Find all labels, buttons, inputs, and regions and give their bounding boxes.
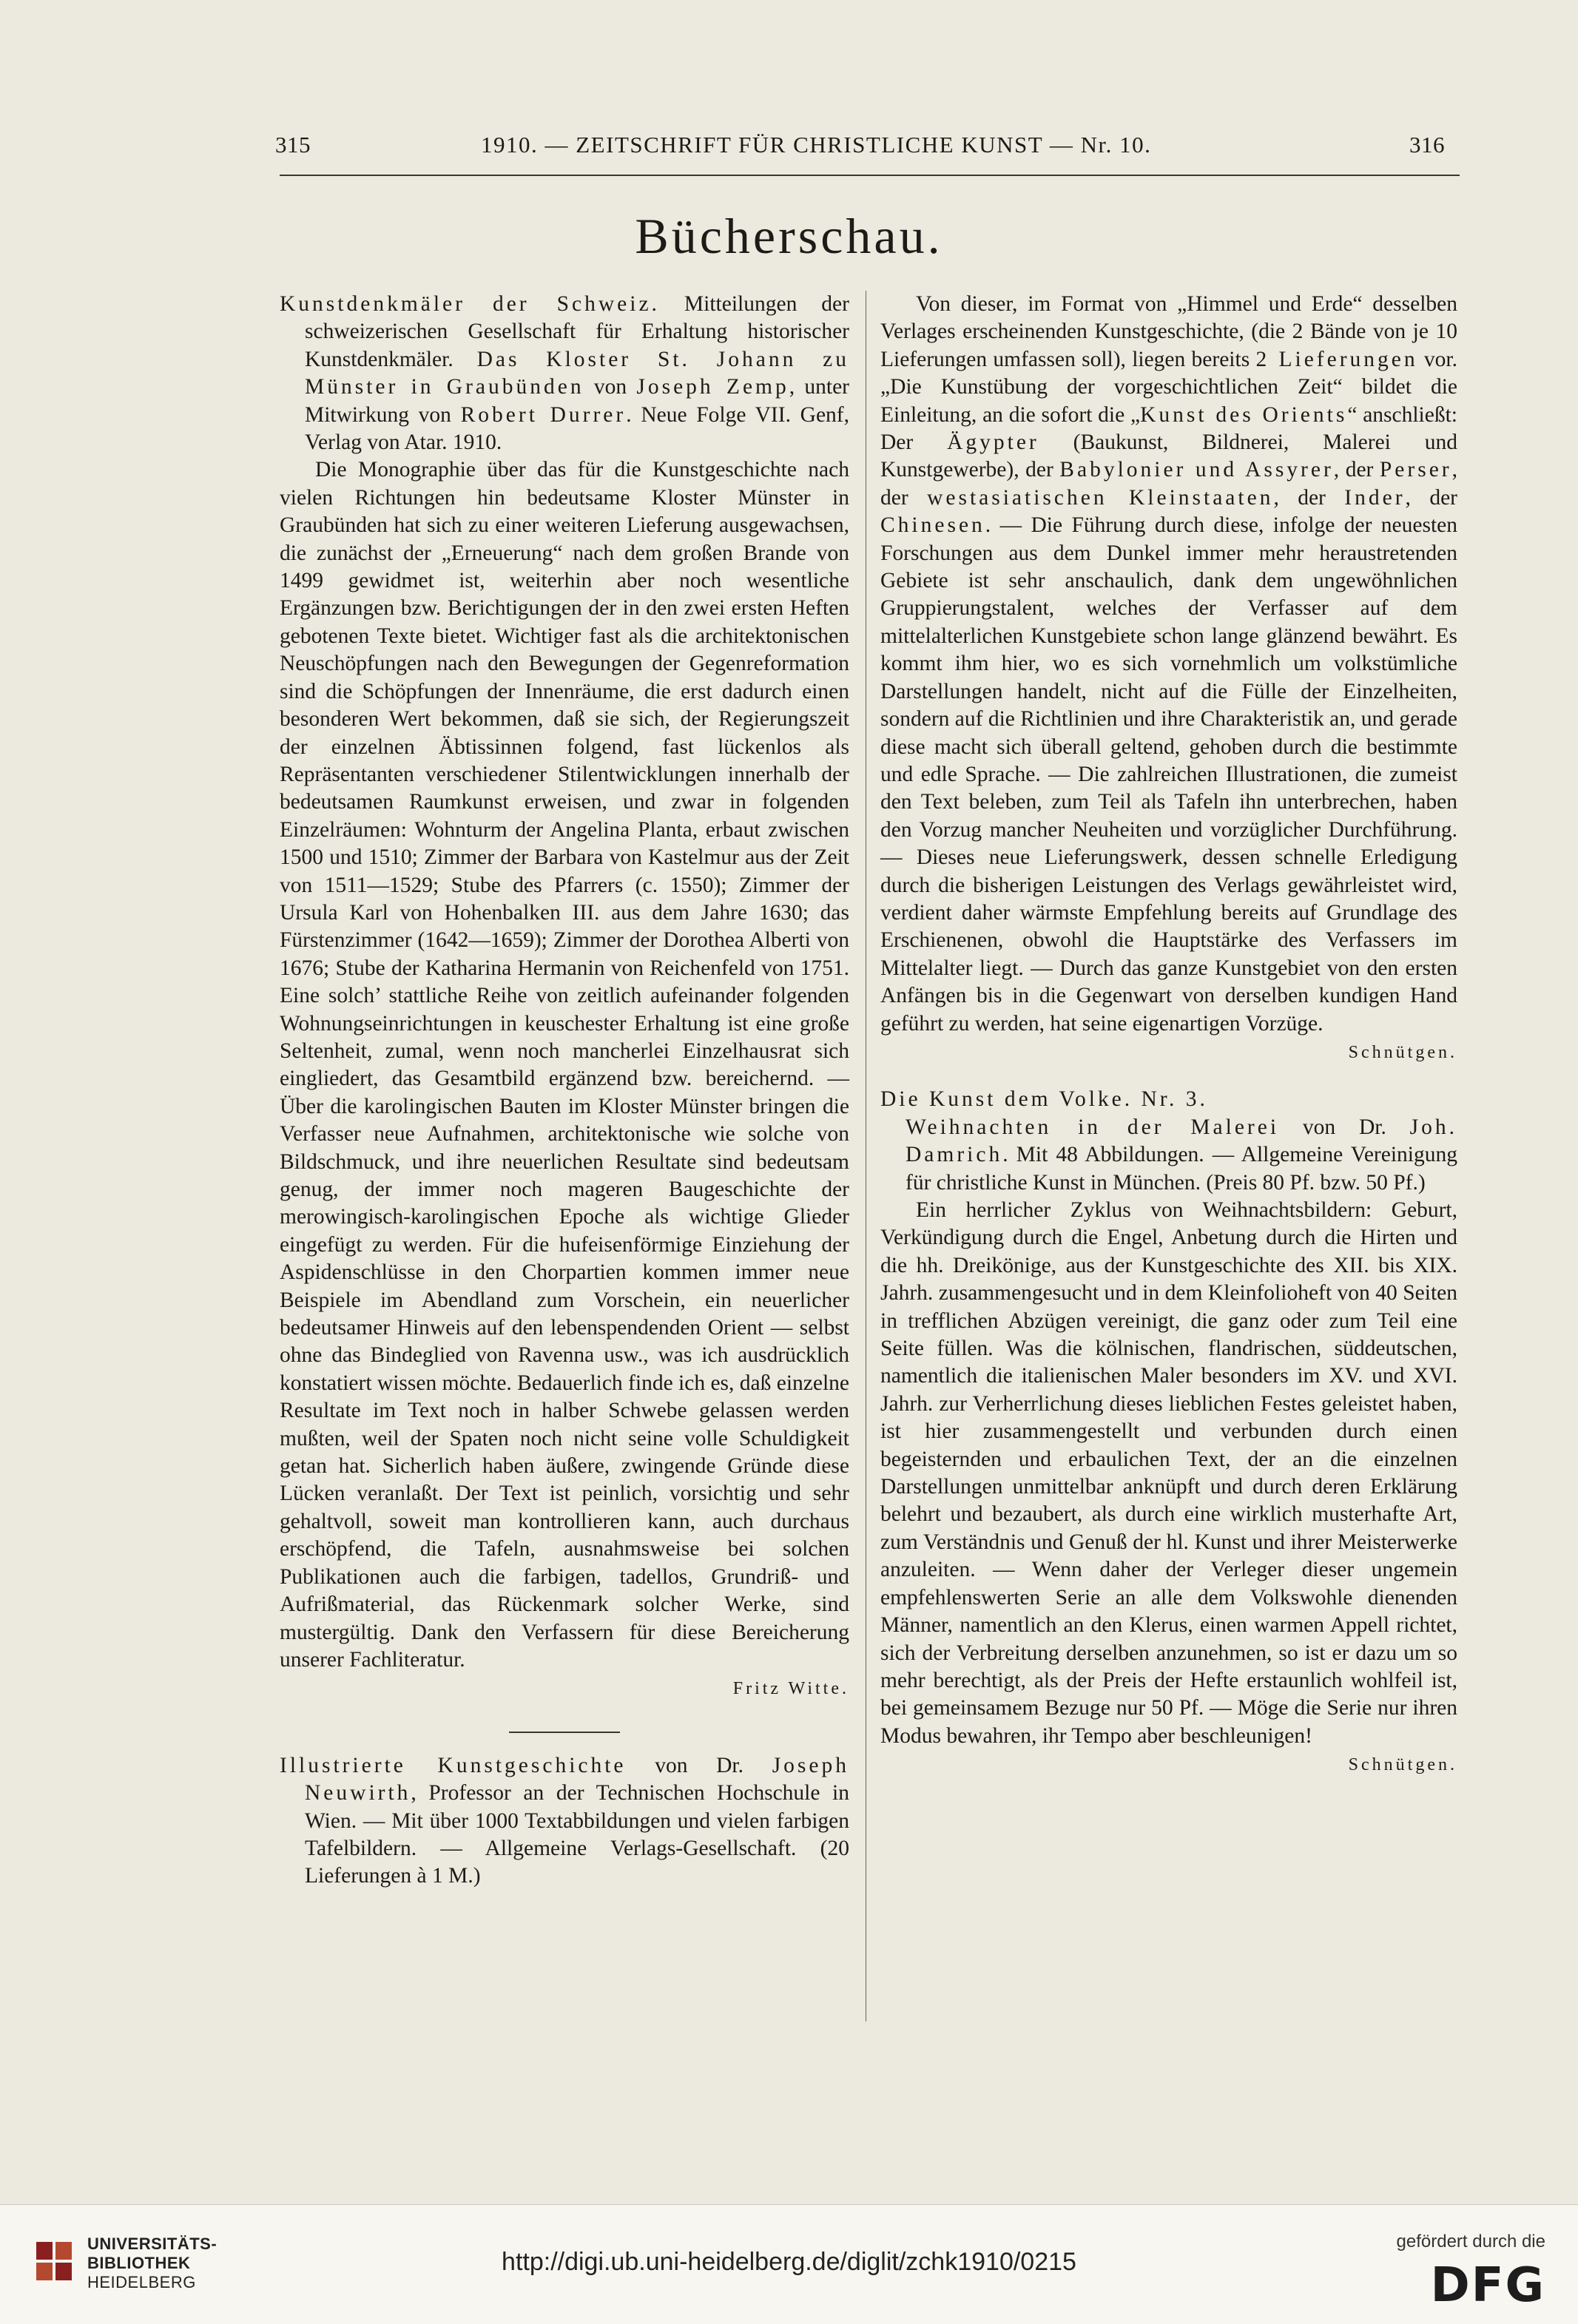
section-divider [509,1732,620,1733]
heading-text: Mitteilungen der schweizerischen Gesellschaft für Erhaltung historischer Kunstdenkmäler. [305,292,849,371]
heading-text: , unter Mitwirkung von [305,375,849,427]
body-text: . — Die Führung durch diese, infolge der neuesten Forschungen aus dem Dunkel immer mehr heraustretenden Gebiete ist sehr anschaulich, dank dem ungewöhnlichen Gruppierungstalent, welches der Verfasser auf dem mittelalterlichen Kunstgebiete schon lange glänzend bewährt. Es kommt ihm hier, wo es sich vornehmlich um volkstümliche Darstellungen handelt, nicht auf die Fülle der Einzelheiten, sondern auf die Richtlinien und ihre Charakteristik an, und gerade diese macht sich überall geltend, gehoben durch die bestimmte und edle Sprache. — Die zahlreichen Illustrationen, die zumeist den Text beleben, zum Teil als Tafeln ihn unterbrechen, haben den Vorzug mancher Neuheiten und vorzüglicher Durchführung. — Dieses neue Lieferungswerk, dessen schnelle Erledigung durch die bisherigen Leistungen des Verlags gewährleistet wird, verdient daher wärmste Empfehlung bereits auf Grundlage des Erschienenen, obwohl die Hauptstärke des Verfassers im Mittelalter liegt. — Durch das ganze Kunstgebiet von den ersten Anfängen bis in die Gegenwart von derselben kundigen Hand geführt zu werden, hat seine eigenartigen Vorzüge. [880,513,1457,1036]
author-name: Joseph Neuwirth [305,1753,849,1806]
author-name: Robert Durrer [460,402,627,427]
review-heading-3 [880,1086,1457,1197]
page-number-left: 315 [275,132,311,158]
header-rule [280,175,1460,176]
review-body-1: Die Monographie über das für die Kunstgeschichte nach vielen Richtungen hin bedeutsame Kloster Münster in Graubünden hat sich zu einer weiteren Lieferung ausgewachsen, die zunächst der „Erneuerung“ nach dem großen Brande von 1499 gewidmet ist, weiterhin aber noch wesentliche Ergänzungen bzw. Berichtigungen der in den zwei ersten Heften gebotenen Texte bietet. Wichtiger fast als die architektonischen Neuschöpfungen nach den Bewegungen der Gegenreformation sind die Schöpfungen der Innenräume, die erst dadurch einen besonderen Wert bekommen, daß sie sich, der Regierungszeit der einzelnen Äbtissinnen folgend, fast lückenlos als Repräsentanten verschiedener Stilentwicklungen innerhalb der bedeutsamen Raumkunst erweisen, und zwar in folgenden Einzelräumen: Wohnturm der Angelina Planta, erbaut zwischen 1500 und 1510; Zimmer der Barbara von Kastelmur aus der Zeit von 1511—1529; Stube des Pfarrers (c. 1550); Zimmer der Ursula Karl von Hohenbalken III. aus dem Jahre 1630; das Fürstenzimmer (1642—1659); Zimmer der Dorothea Alberti von 1676; Stube der Katharina Hermanin von Reichenfeld von 1751. Eine solch’ stattliche Reihe von zeitlich aufeinander folgenden Wohnungseinrichtungen in keuschester Erhaltung ist eine große Seltenheit, zumal, wenn noch mancherlei Einzelhausrat sich eingliedert, das Gesamtbild ergänzend bzw. bereichernd. — Über die karolingischen Bauten im Kloster Münster bringen die Verfasser neue Aufnahmen, architektonische wie solche von Bildschmuck, und ihre neuerlichen Resultate sind bedeutsam genug, der immer noch mageren Baugeschichte der merowingisch-karolingischen Epoche als wichtige Glieder eingefügt zu werden. Für die hufeisenförmige Einziehung der Aspidenschlüsse in den Chorpartien kommen immer neue Beispiele im Abendland zum Vorschein, ein neuerlicher bedeutsamer Hinweis auf den lebenspendenden Orient — selbst ohne das Bindeglied von Ravenna usw., was ich ausdrücklich konstatiert wissen möchte. Bedauerlich finde ich es, daß einzelne Resultate im Text noch in halber Schwebe gelassen werden mußten, weil der Spaten noch nicht seine volle Schuldigkeit getan hat. Sicherlich haben äußere, zwingende Gründe diese Lücken veranlaßt. Der Text ist peinlich, vorsichtig und sehr gehaltvoll, soweit man kontrollieren kann, auch durchaus erschöpfend, die Tafeln, ausnahmsweise bei solchen Publikationen auch die farbigen, tadellos, Grundriß- und Aufrißmaterial, das Rückenmark solcher Werke, sind mustergültig. Dank den Verfassern für diese Bereicherung unserer Fachliteratur. [280,458,850,1672]
review-heading-2 [280,1752,849,1891]
emphasis: Ägypter [947,430,1039,455]
body-text: , der [880,458,1457,510]
heading-text: von Dr. [1279,1115,1410,1139]
body-text: , der [1333,458,1380,482]
heading-text: , Professor an der Technischen Hochschule in Wien. — Mit über 1000 Textabbildungen und vielen farbigen Tafelbildern. — Allgemeine Verlags-Gesellschaft. (20 Lieferungen à 1 M.) [305,1781,849,1888]
reviewer-signature: Schnütgen. [1348,1042,1457,1062]
left-column [280,291,849,1891]
heading-text: . Mit 48 Abbildungen. — Allgemeine Vereinigung für christliche Kunst in München. (Preis 80 Pf. bzw. 50 Pf.) [906,1143,1457,1195]
series-title: Die Kunst dem Volke. Nr. 3. [880,1087,1208,1112]
permalink-url[interactable]: http://digi.ub.uni-heidelberg.de/diglit/zchk1910/0215 [502,2248,1076,2276]
review-heading-1 [280,291,849,456]
heading-text: von Dr. [626,1753,772,1777]
reviewer-signature: Schnütgen. [1348,1755,1457,1775]
section-title: Bücherschau. [635,208,943,264]
book-title: Illustrierte Kunstgeschichte [280,1753,627,1777]
logo-line: BIBLIOTHEK [87,2254,191,2272]
body-text: “ anschließt: Der [880,402,1457,455]
emphasis: Kunst des Orients [1140,402,1348,427]
emphasis: Babylonier und Assyrer [1059,458,1334,482]
running-head: 1910. — ZEITSCHRIFT FÜR CHRISTLICHE KUNST — Nr. 10. [481,132,1152,158]
funding-note: gefördert durch die [1396,2232,1545,2252]
body-text: (Baukunst, Bildnerei, Malerei und Kunstgewerbe), der [880,430,1457,482]
book-subtitle: Das Kloster St. Johann zu Münster in Graubünden [305,347,849,399]
emphasis: Chinesen [880,513,985,538]
body-text: Von dieser, im Format von „Himmel und Erde“ desselben Verlages erscheinenden Kunstgeschichte, (die 2 Bände von je 10 Lieferungen umfassen soll), liegen bereits [880,292,1457,371]
author-name: Joh. Damrich [906,1115,1458,1167]
right-column [880,291,1457,1780]
reviewer-signature: Fritz Witte. [732,1679,849,1699]
review-body-3: Ein herrlicher Zyklus von Weihnachtsbildern: Geburt, Verkündigung durch die Engel, Anbetung durch die Hirten und die hh. Dreikönige, aus der Kunstgeschichte des XII. bis XIX. Jahrh. zusammengesucht und in dem Kleinfolioheft von 40 Seiten in trefflichen Abzügen vereinigt, die ganz oder zum Teil eine Seite füllen. Was die kölnischen, flandrischen, süddeutschen, namentlich die italienischen Maler besonders im XV. und XVI. Jahrh. zur Verherrlichung dieses lieblichen Festes geleistet haben, ist hier zusammengestellt und verbunden durch einen begeisternden und erbaulichen Text, der an die einzelnen Darstellungen unmittelbar anknüpft und durch deren Erklärung belehrt und bezaubert, als durch eine wirklich musterhafte Art, zum Verständnis und Genuß der hl. Kunst und ihrer Meisterwerke anzuleiten. — Wenn daher der Verleger dieser ungemein empfehlenswerten Serie an alle dem Volkswohle dienenden Männer, namentlich an den Klerus, einen warmen Appell richtet, sich der Verbreitung derselben anzunehmen, so ist er dazu um so mehr berechtigt, als der Preis der Hefte erstaunlich wohlfeil ist, bei gemeinsamem Bezuge nur 50 Pf. — Möge die Serie nur ihren Modus bewahren, ihr Tempo aber beschleunigen! [880,1198,1457,1748]
logo-line: HEIDELBERG [87,2273,196,2291]
dfg-logo: DFG [1430,2258,1545,2313]
emphasis: Inder [1344,485,1406,510]
logo-line: UNIVERSITÄTS- [87,2235,218,2253]
book-title: Weihnachten in der Malerei [906,1115,1280,1139]
emphasis: Perser [1379,458,1452,482]
body-text: , der [1273,485,1345,510]
emphasis: westasiatischen Kleinstaaten [927,485,1274,510]
book-title: Kunstdenkmäler der Schweiz. [280,292,660,316]
heading-text: von [584,375,637,399]
emphasis: 2 Lieferungen [1255,347,1418,371]
body-text: , der [1405,485,1457,510]
author-name: Joseph Zemp [636,375,789,399]
footer-bar [0,2204,1578,2324]
body-text: vor. „Die Kunstübung der vorgeschichtlichen Zeit“ bildet die Einleitung, an die sofort die „ [880,347,1457,427]
review-body-2 [880,291,1457,1038]
page-number-right: 316 [1409,132,1445,158]
heading-text: . Neue Folge VII. Genf, Verlag von Atar. 1910. [305,402,849,455]
